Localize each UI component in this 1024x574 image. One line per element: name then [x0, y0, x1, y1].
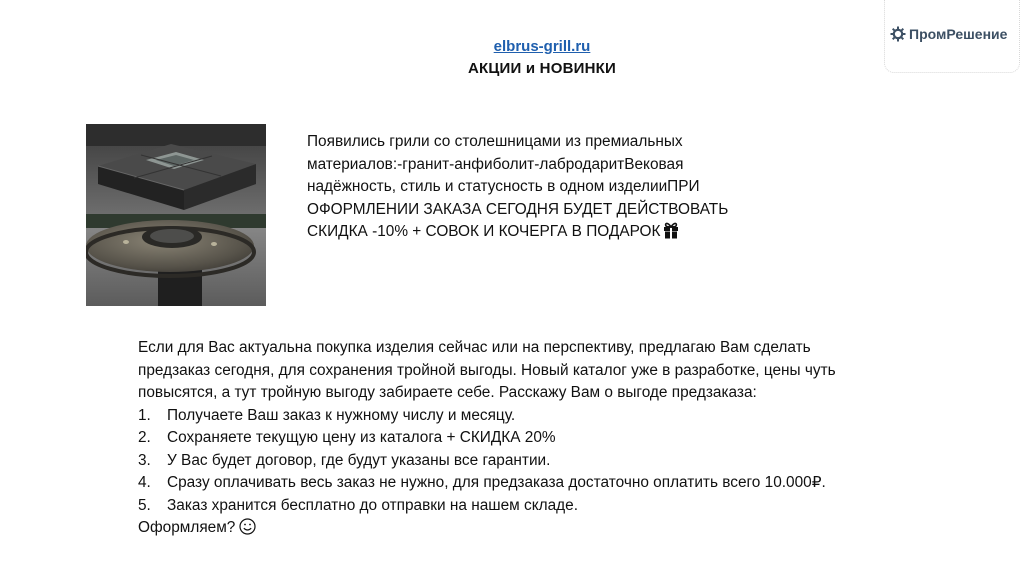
promo-line: СКИДКА -10% + СОВОК И КОЧЕРГА В ПОДАРОК [307, 223, 661, 240]
list-number: 4. [138, 474, 151, 491]
list-item [138, 405, 938, 428]
grill-product-photo [86, 124, 266, 306]
gift-icon [663, 221, 679, 247]
logo-text: ПромРешение [909, 26, 1008, 42]
closing-line [138, 517, 938, 543]
site-link[interactable]: elbrus-grill.ru [493, 38, 591, 55]
list-item [138, 427, 938, 450]
closing-text: Оформляем? [138, 519, 236, 536]
promo-line: ОФОРМЛЕНИИ ЗАКАЗА СЕГОДНЯ БУДЕТ ДЕЙСТВОВАТЬ [307, 200, 729, 218]
list-text: Получаете Ваш заказ к нужному числу и месяцу. [167, 406, 516, 424]
list-text: Сразу оплачивать весь заказ не нужно, для предзаказа достаточно оплатить всего 10.000₽. [167, 474, 826, 491]
promo-text [307, 131, 777, 247]
list-number: 2. [138, 429, 151, 446]
smiley-icon [239, 518, 256, 543]
list-number: 1. [138, 406, 151, 424]
intro-line: Если для Вас актуальна покупка изделия сейчас или на перспективу, предлагаю Вам сделать [138, 339, 811, 356]
intro-line: предзаказ сегодня, для сохранения тройной выгоды. Новый каталог уже в разработке, цены чуть [138, 361, 836, 379]
list-text: У Вас будет договор, где будут указаны все гарантии. [167, 451, 551, 469]
promo-line-last [307, 221, 777, 247]
page-title: АКЦИИ и НОВИНКИ [468, 60, 616, 77]
promo-line: Появились грили со столешницами из премиальных [307, 133, 683, 150]
main-body [138, 337, 938, 543]
benefits-list [138, 405, 938, 518]
list-number: 5. [138, 496, 151, 514]
list-item [138, 450, 938, 473]
list-number: 3. [138, 451, 151, 469]
intro-line: повысятся, а тут тройную выгоду забираете себе. Расскажу Вам о выгоде предзаказа: [138, 384, 757, 401]
list-item [138, 495, 938, 518]
promo-line: материалов:-гранит-анфиболит-лабродаритВековая [307, 155, 684, 173]
list-text: Сохраняете текущую цену из каталога + СКИДКА 20% [167, 429, 556, 446]
promo-line: надёжность, стиль и статусность в одном изделииПРИ [307, 178, 700, 195]
list-item [138, 472, 938, 495]
slide-header [0, 38, 1024, 77]
list-text: Заказ хранится бесплатно до отправки на нашем складе. [167, 496, 578, 514]
